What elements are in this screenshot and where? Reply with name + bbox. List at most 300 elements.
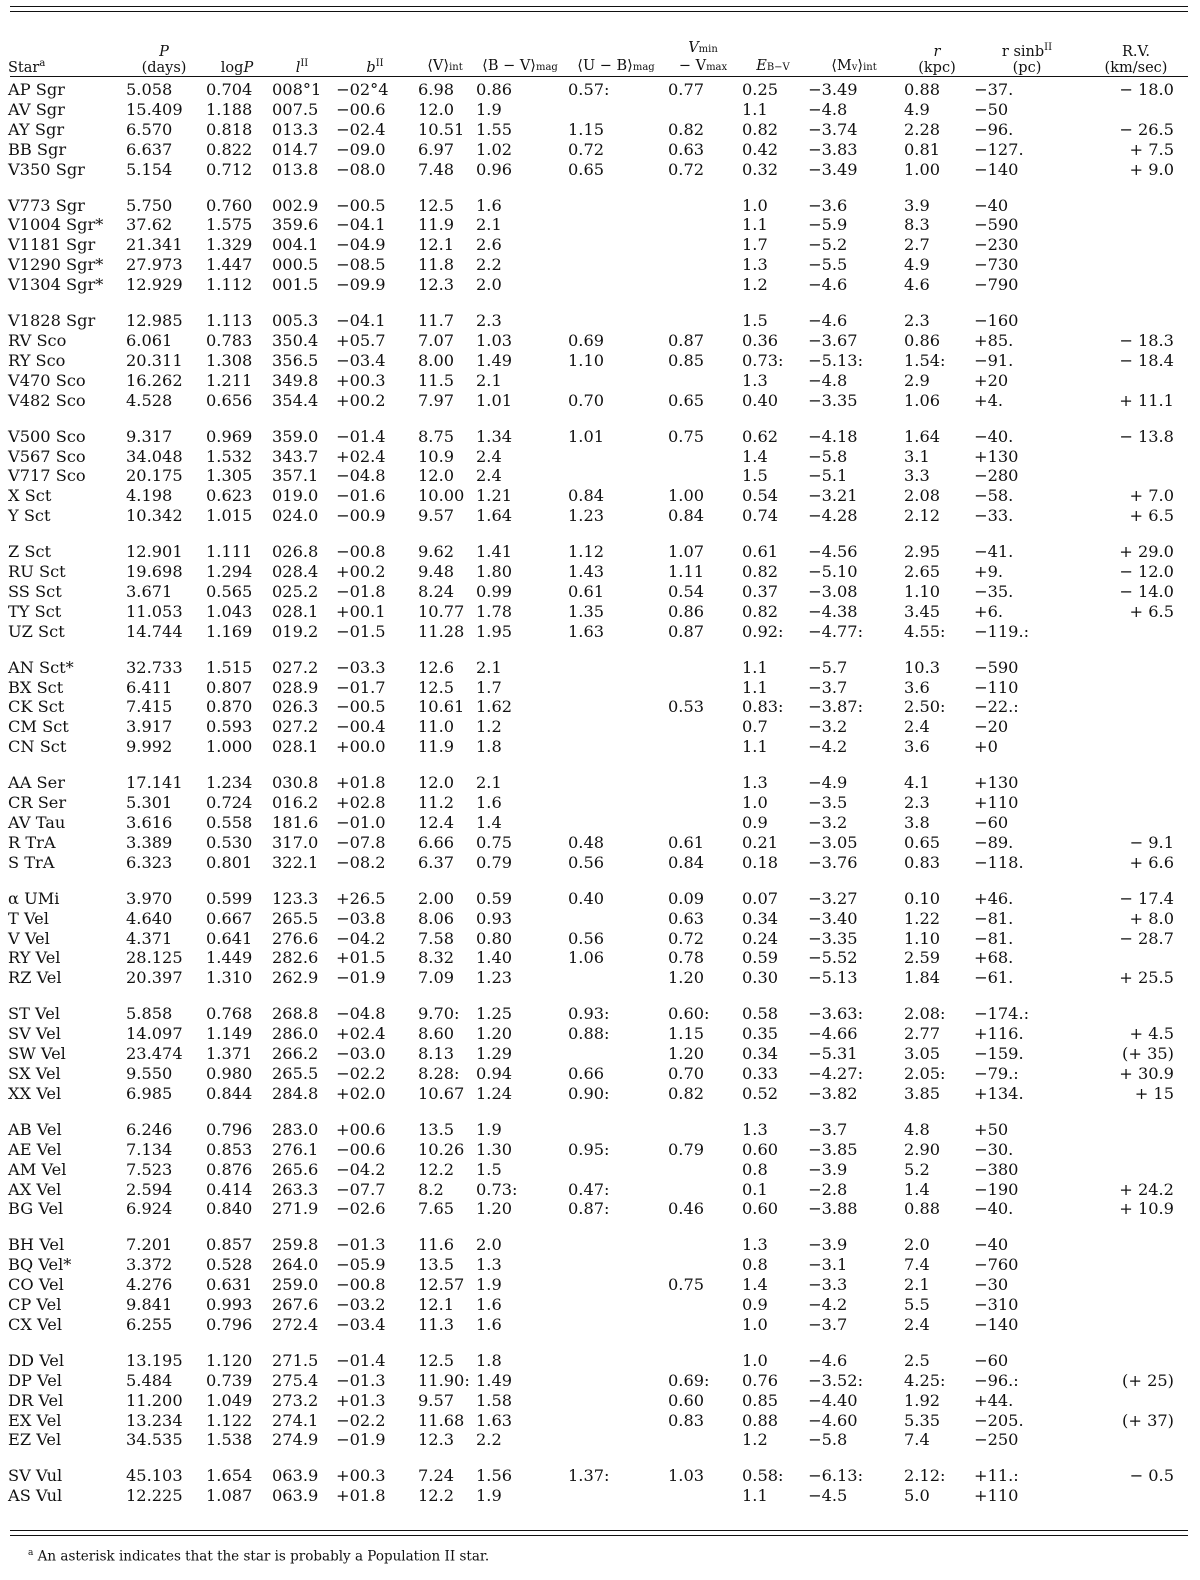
cell-amplitude: [666, 1315, 740, 1335]
cell-u-minus-b: 1.37:: [568, 1466, 610, 1486]
cell-log-period: 1.188: [206, 99, 253, 119]
cell-abs-magnitude: −3.74: [808, 119, 858, 139]
cell-u-minus-b: 1.12: [568, 542, 605, 562]
cell-height: +44.: [974, 1390, 1014, 1410]
cell-abs-magnitude: −3.9: [808, 1235, 848, 1255]
cell-amplitude: 0.65: [668, 390, 705, 410]
cell-abs-magnitude: −3.05: [808, 832, 858, 852]
cell-galactic-longitude: 008°1: [272, 80, 322, 99]
cell-distance: 3.1: [904, 446, 930, 466]
cell-period: 34.535: [126, 1430, 183, 1450]
cell-period: 21.341: [126, 235, 183, 255]
cell-b-minus-v: 1.8: [476, 1350, 502, 1370]
cell-period: 7.523: [126, 1159, 173, 1179]
cell-period: 6.246: [126, 1119, 173, 1139]
cell-mean-v: 9.57: [418, 506, 455, 526]
cell-radial-velocity: [1082, 1391, 1190, 1411]
cell-color-excess: 0.58: [742, 1004, 779, 1024]
cell-radial-velocity: [1082, 757, 1190, 793]
cell-amplitude: 0.84: [668, 506, 705, 526]
cell-distance: 2.95: [904, 542, 941, 562]
cell-height: −96.: [974, 119, 1014, 139]
cell-galactic-longitude: 359.6: [272, 215, 319, 235]
cell-height: −140: [974, 159, 1019, 179]
cell-log-period: 0.599: [206, 888, 253, 908]
cell-radial-velocity: + 6.5: [1129, 506, 1174, 526]
cell-u-minus-b: [566, 180, 666, 216]
cell-galactic-longitude: 357.1: [272, 466, 319, 486]
cell-galactic-latitude: +00.2: [336, 562, 386, 582]
cell-amplitude: [666, 255, 740, 275]
cell-u-minus-b: [566, 813, 666, 833]
cell-u-minus-b: [566, 1391, 666, 1411]
cell-galactic-longitude: 343.7: [272, 446, 319, 466]
cell-period: 6.255: [126, 1314, 173, 1334]
cell-radial-velocity: [1082, 235, 1190, 255]
cell-color-excess: 0.21: [742, 832, 779, 852]
cell-amplitude: [666, 642, 740, 678]
cell-u-minus-b: 1.15: [568, 119, 605, 139]
cell-galactic-latitude: −09.0: [336, 139, 386, 159]
cell-radial-velocity: − 26.5: [1119, 119, 1174, 139]
cell-log-period: 0.807: [206, 677, 253, 697]
cell-star-name: V773 Sgr: [8, 195, 85, 215]
cell-b-minus-v: 1.58: [476, 1390, 513, 1410]
cell-galactic-longitude: 027.2: [272, 717, 319, 737]
cell-galactic-longitude: 016.2: [272, 793, 319, 813]
cell-log-period: 1.149: [206, 1024, 253, 1044]
cell-log-period: 1.538: [206, 1430, 253, 1450]
cell-u-minus-b: 0.66: [568, 1063, 605, 1083]
cell-star-name: EZ Vel: [8, 1430, 62, 1450]
cell-radial-velocity: − 0.5: [1129, 1466, 1174, 1486]
cell-galactic-longitude: 265.6: [272, 1159, 319, 1179]
cell-log-period: 1.575: [206, 215, 253, 235]
cell-b-minus-v: 2.1: [476, 657, 502, 677]
cell-log-period: 1.049: [206, 1390, 253, 1410]
cell-amplitude: [666, 678, 740, 698]
col-header-b: $b^{II}$: [366, 58, 384, 76]
cell-distance: 4.9: [904, 99, 930, 119]
cell-u-minus-b: 1.23: [568, 506, 605, 526]
cell-log-period: 0.796: [206, 1119, 253, 1139]
cell-amplitude: 0.83: [668, 1410, 705, 1430]
cell-u-minus-b: [566, 1315, 666, 1335]
cell-mean-v: 13.5: [418, 1255, 455, 1275]
cell-galactic-longitude: 359.0: [272, 426, 319, 446]
cell-height: +116.: [974, 1024, 1024, 1044]
cell-b-minus-v: 1.01: [476, 390, 513, 410]
cell-u-minus-b: 0.93:: [568, 1004, 610, 1024]
cell-mean-v: 7.09: [418, 968, 455, 988]
cell-color-excess: 0.59: [742, 948, 779, 968]
header-rule: [10, 76, 1188, 77]
cell-star-name: DD Vel: [8, 1350, 65, 1370]
cell-b-minus-v: 1.6: [476, 1314, 502, 1334]
cell-height: +20: [974, 370, 1009, 390]
cell-color-excess: 0.30: [742, 968, 779, 988]
cell-radial-velocity: + 8.0: [1129, 908, 1174, 928]
cell-distance: 1.00: [904, 159, 941, 179]
cell-amplitude: [666, 757, 740, 793]
cell-log-period: 1.087: [206, 1486, 253, 1506]
cell-galactic-latitude: +00.3: [336, 1466, 386, 1486]
cell-height: −50: [974, 99, 1009, 119]
cell-star-name: V350 Sgr: [8, 159, 85, 179]
cell-period: 5.484: [126, 1370, 173, 1390]
cell-star-name: BG Vel: [8, 1199, 64, 1219]
table-row: [6, 1219, 1190, 1255]
cell-mean-v: 7.48: [418, 159, 455, 179]
top-rule-thin: [10, 11, 1188, 12]
cell-distance: 2.9: [904, 370, 930, 390]
cell-abs-magnitude: −3.49: [808, 159, 858, 179]
cell-galactic-latitude: −08.2: [336, 852, 386, 872]
cell-abs-magnitude: −3.27: [808, 888, 858, 908]
cell-galactic-latitude: +02.4: [336, 446, 386, 466]
col-header-period: P (days): [141, 44, 187, 76]
cell-distance: 2.50:: [904, 697, 946, 717]
cell-amplitude: 0.84: [668, 852, 705, 872]
cell-abs-magnitude: −3.3: [808, 1275, 848, 1295]
cell-radial-velocity: [1082, 180, 1190, 216]
cell-mean-v: 12.3: [418, 275, 455, 295]
cell-galactic-longitude: 264.0: [272, 1255, 319, 1275]
cell-distance: 4.9: [904, 255, 930, 275]
cell-color-excess: 0.82: [742, 562, 779, 582]
cell-u-minus-b: [566, 717, 666, 737]
cell-mean-v: 11.9: [418, 215, 455, 235]
cell-distance: 4.25:: [904, 1370, 946, 1390]
cell-star-name: AB Vel: [8, 1119, 62, 1139]
cell-period: 16.262: [126, 370, 183, 390]
cell-u-minus-b: [566, 737, 666, 757]
cell-b-minus-v: 0.94: [476, 1063, 513, 1083]
cell-radial-velocity: (+ 25): [1122, 1370, 1174, 1390]
table-row: [6, 717, 1190, 737]
cell-u-minus-b: [566, 235, 666, 255]
cell-color-excess: 0.7: [742, 717, 768, 737]
cell-color-excess: 1.0: [742, 195, 768, 215]
cell-radial-velocity: [1082, 1140, 1190, 1160]
cell-log-period: 0.558: [206, 813, 253, 832]
cell-galactic-longitude: 259.0: [272, 1275, 319, 1295]
cell-galactic-latitude: −04.8: [336, 1004, 386, 1024]
cell-b-minus-v: 0.86: [476, 80, 513, 99]
cell-period: 20.175: [126, 466, 183, 486]
cell-color-excess: 1.0: [742, 1314, 768, 1334]
cell-b-minus-v: 1.20: [476, 1024, 513, 1044]
cell-height: −140: [974, 1314, 1019, 1334]
cell-color-excess: 0.74: [742, 506, 779, 526]
cell-amplitude: 0.46: [668, 1199, 705, 1219]
cell-height: −190: [974, 1179, 1019, 1199]
cell-galactic-longitude: 001.5: [272, 275, 319, 295]
cell-amplitude: 0.79: [668, 1139, 705, 1159]
table-row: [6, 371, 1190, 391]
cell-star-name: CX Vel: [8, 1314, 63, 1334]
cell-amplitude: 0.63: [668, 139, 705, 159]
cell-radial-velocity: [1082, 1160, 1190, 1180]
cell-abs-magnitude: −3.08: [808, 581, 858, 601]
cell-u-minus-b: [566, 793, 666, 813]
cell-galactic-latitude: −00.4: [336, 717, 386, 737]
col-header-rv: R.V. (km/sec): [1104, 44, 1168, 76]
cell-galactic-longitude: 007.5: [272, 99, 319, 119]
cell-distance: 3.6: [904, 677, 930, 697]
cell-abs-magnitude: −4.66: [808, 1024, 858, 1044]
cell-period: 4.198: [126, 486, 173, 506]
cell-distance: 3.3: [904, 466, 930, 486]
cell-radial-velocity: [1082, 275, 1190, 295]
cell-log-period: 0.623: [206, 486, 253, 506]
cell-amplitude: 0.86: [668, 601, 705, 621]
cell-color-excess: 0.36: [742, 330, 779, 350]
cell-period: 20.397: [126, 968, 183, 988]
cell-amplitude: 0.77: [668, 80, 705, 99]
cell-star-name: V1828 Sgr: [8, 311, 96, 331]
table-row: [6, 1315, 1190, 1335]
cell-radial-velocity: [1082, 1255, 1190, 1275]
cell-height: +85.: [974, 330, 1014, 350]
cell-b-minus-v: 1.6: [476, 793, 502, 813]
cell-abs-magnitude: −4.27:: [808, 1063, 864, 1083]
cell-galactic-longitude: 005.3: [272, 311, 319, 331]
cell-radial-velocity: − 28.7: [1119, 928, 1174, 948]
cell-period: 12.985: [126, 311, 183, 331]
cell-galactic-latitude: +02.8: [336, 793, 386, 813]
cell-abs-magnitude: −4.38: [808, 601, 858, 621]
cell-b-minus-v: 0.80: [476, 928, 513, 948]
cell-galactic-latitude: −04.1: [336, 215, 386, 235]
cell-b-minus-v: 1.34: [476, 426, 513, 446]
cell-height: −60: [974, 813, 1009, 832]
cell-amplitude: 1.00: [668, 486, 705, 506]
cell-galactic-latitude: −02.6: [336, 1199, 386, 1219]
cell-mean-v: 11.8: [418, 255, 455, 275]
cell-galactic-latitude: +26.5: [336, 888, 386, 908]
cell-abs-magnitude: −4.6: [808, 275, 848, 295]
cell-color-excess: 1.5: [742, 311, 768, 331]
cell-color-excess: 1.2: [742, 1430, 768, 1450]
cell-radial-velocity: − 18.3: [1119, 330, 1174, 350]
table-row: [6, 1430, 1190, 1450]
cell-radial-velocity: [1082, 622, 1190, 642]
cell-height: −60: [974, 1350, 1009, 1370]
table-row: [6, 255, 1190, 275]
cell-abs-magnitude: −4.6: [808, 311, 848, 331]
cell-star-name: AE Vel: [8, 1139, 62, 1159]
cell-height: +46.: [974, 888, 1014, 908]
cell-period: 15.409: [126, 99, 183, 119]
cell-u-minus-b: 0.87:: [568, 1199, 610, 1219]
cell-abs-magnitude: −3.7: [808, 1314, 848, 1334]
cell-galactic-longitude: 349.8: [272, 370, 319, 390]
table-row: [6, 948, 1190, 968]
cell-galactic-longitude: 030.8: [272, 773, 319, 793]
cell-log-period: 1.449: [206, 948, 253, 968]
table-row: [6, 391, 1190, 411]
cell-log-period: 0.656: [206, 390, 253, 410]
cell-mean-v: 12.1: [418, 1295, 455, 1315]
cell-galactic-latitude: −09.9: [336, 275, 386, 295]
cell-galactic-latitude: +05.7: [336, 330, 386, 350]
cell-abs-magnitude: −5.8: [808, 446, 848, 466]
cell-star-name: V1004 Sgr*: [8, 215, 104, 235]
cell-color-excess: 1.1: [742, 99, 768, 119]
cell-mean-v: 10.67: [418, 1083, 465, 1103]
cell-height: −41.: [974, 542, 1014, 562]
table-row: [6, 602, 1190, 622]
cell-radial-velocity: [1082, 793, 1190, 813]
cell-period: 2.594: [126, 1179, 173, 1199]
cell-color-excess: 1.1: [742, 737, 768, 757]
cell-amplitude: [666, 1486, 740, 1506]
table-row: [6, 275, 1190, 295]
table-row: [6, 853, 1190, 873]
cell-b-minus-v: 1.95: [476, 621, 513, 641]
cell-galactic-longitude: 014.7: [272, 139, 319, 159]
cell-u-minus-b: [566, 1411, 666, 1431]
table-row: [6, 100, 1190, 120]
cell-u-minus-b: [566, 255, 666, 275]
cell-period: 3.671: [126, 581, 173, 601]
cell-galactic-latitude: −07.8: [336, 832, 386, 852]
cell-b-minus-v: 1.02: [476, 139, 513, 159]
cell-mean-v: 12.0: [418, 99, 455, 119]
cell-u-minus-b: [566, 1335, 666, 1371]
cell-u-minus-b: 0.84: [568, 486, 605, 506]
cell-abs-magnitude: −4.60: [808, 1410, 858, 1430]
cell-star-name: AX Vel: [8, 1179, 62, 1199]
cell-log-period: 1.000: [206, 737, 253, 757]
cell-distance: 3.9: [904, 195, 930, 215]
cell-color-excess: 1.3: [742, 1235, 768, 1255]
cell-period: 7.201: [126, 1235, 173, 1255]
cell-color-excess: 0.34: [742, 1044, 779, 1064]
bottom-rule: [10, 1530, 1188, 1531]
cell-u-minus-b: [566, 215, 666, 235]
cell-star-name: V717 Sco: [8, 466, 86, 486]
cell-abs-magnitude: −2.8: [808, 1179, 848, 1199]
cell-galactic-latitude: −08.5: [336, 255, 386, 275]
cell-log-period: 0.796: [206, 1314, 253, 1334]
cell-abs-magnitude: −5.1: [808, 466, 848, 486]
cell-distance: 0.88: [904, 80, 941, 99]
col-header-bv: ⟨B − V⟩mag: [482, 58, 558, 74]
cell-period: 6.570: [126, 119, 173, 139]
cell-color-excess: 0.83:: [742, 697, 784, 717]
table-row: [6, 582, 1190, 602]
cell-color-excess: 0.8: [742, 1159, 768, 1179]
cell-abs-magnitude: −3.21: [808, 486, 858, 506]
cell-mean-v: 7.58: [418, 928, 455, 948]
cell-mean-v: 11.2: [418, 793, 455, 813]
cell-galactic-longitude: 276.1: [272, 1139, 319, 1159]
cell-height: −61.: [974, 968, 1014, 988]
table-row: [6, 988, 1190, 1024]
cell-b-minus-v: 1.5: [476, 1159, 502, 1179]
cell-u-minus-b: [566, 697, 666, 717]
cell-u-minus-b: [566, 757, 666, 793]
table-row: [6, 757, 1190, 793]
cell-abs-magnitude: −4.8: [808, 99, 848, 119]
cell-amplitude: 1.03: [668, 1466, 705, 1486]
cell-galactic-latitude: −02.2: [336, 1410, 386, 1430]
cell-star-name: CN Sct: [8, 737, 67, 757]
cell-u-minus-b: 0.72: [568, 139, 605, 159]
cell-period: 9.841: [126, 1295, 173, 1315]
cell-galactic-latitude: −04.1: [336, 311, 386, 331]
cell-period: 9.317: [126, 426, 173, 446]
cell-b-minus-v: 2.1: [476, 773, 502, 793]
cell-galactic-longitude: 063.9: [272, 1486, 319, 1506]
cell-mean-v: 11.90:: [418, 1370, 470, 1390]
cell-mean-v: 8.00: [418, 350, 455, 370]
cell-period: 20.311: [126, 350, 183, 370]
cell-abs-magnitude: −4.18: [808, 426, 858, 446]
cell-galactic-longitude: 028.1: [272, 601, 319, 621]
cell-mean-v: 12.5: [418, 1350, 455, 1370]
cell-log-period: 1.015: [206, 506, 253, 526]
cell-galactic-latitude: −00.8: [336, 1275, 386, 1295]
cell-mean-v: 10.9: [418, 446, 455, 466]
cell-radial-velocity: + 30.9: [1119, 1063, 1174, 1083]
cell-abs-magnitude: −5.10: [808, 562, 858, 582]
cell-galactic-latitude: +02.4: [336, 1024, 386, 1044]
cell-distance: 1.64: [904, 426, 941, 446]
cell-radial-velocity: [1082, 737, 1190, 757]
cell-u-minus-b: 0.65: [568, 159, 605, 179]
cell-galactic-longitude: 263.3: [272, 1179, 319, 1199]
table-row: [6, 1371, 1190, 1391]
cell-log-period: 1.294: [206, 562, 253, 582]
cell-b-minus-v: 1.3: [476, 1255, 502, 1275]
cell-abs-magnitude: −4.6: [808, 1350, 848, 1370]
cell-u-minus-b: [566, 1486, 666, 1506]
cell-b-minus-v: 2.3: [476, 311, 502, 331]
cell-distance: 2.4: [904, 1314, 930, 1334]
cell-radial-velocity: + 10.9: [1119, 1199, 1174, 1219]
cell-galactic-latitude: −03.8: [336, 908, 386, 928]
cell-galactic-latitude: −03.3: [336, 657, 386, 677]
table-row: [6, 1084, 1190, 1104]
cell-log-period: 0.818: [206, 119, 253, 139]
cell-amplitude: 0.82: [668, 1083, 705, 1103]
cell-amplitude: 0.60: [668, 1390, 705, 1410]
cell-color-excess: 0.37: [742, 581, 779, 601]
cell-star-name: RU Sct: [8, 562, 66, 582]
cell-galactic-longitude: 026.3: [272, 697, 319, 717]
cell-mean-v: 12.57: [418, 1275, 465, 1295]
col-header-logp: logP: [220, 60, 254, 76]
cell-color-excess: 1.3: [742, 255, 768, 275]
cell-star-name: RV Sco: [8, 330, 67, 350]
cell-log-period: 0.980: [206, 1063, 253, 1083]
cell-galactic-latitude: −01.7: [336, 677, 386, 697]
table-row: [6, 1255, 1190, 1275]
cell-radial-velocity: [1082, 1486, 1190, 1506]
cell-color-excess: 0.60: [742, 1139, 779, 1159]
cell-star-name: AV Tau: [8, 813, 66, 832]
cell-b-minus-v: 2.1: [476, 215, 502, 235]
cell-amplitude: 0.78: [668, 948, 705, 968]
cell-star-name: TY Sct: [8, 601, 62, 621]
table-row: [6, 678, 1190, 698]
cell-color-excess: 0.62: [742, 426, 779, 446]
table-row: [6, 1024, 1190, 1044]
cell-star-name: V1181 Sgr: [8, 235, 96, 255]
